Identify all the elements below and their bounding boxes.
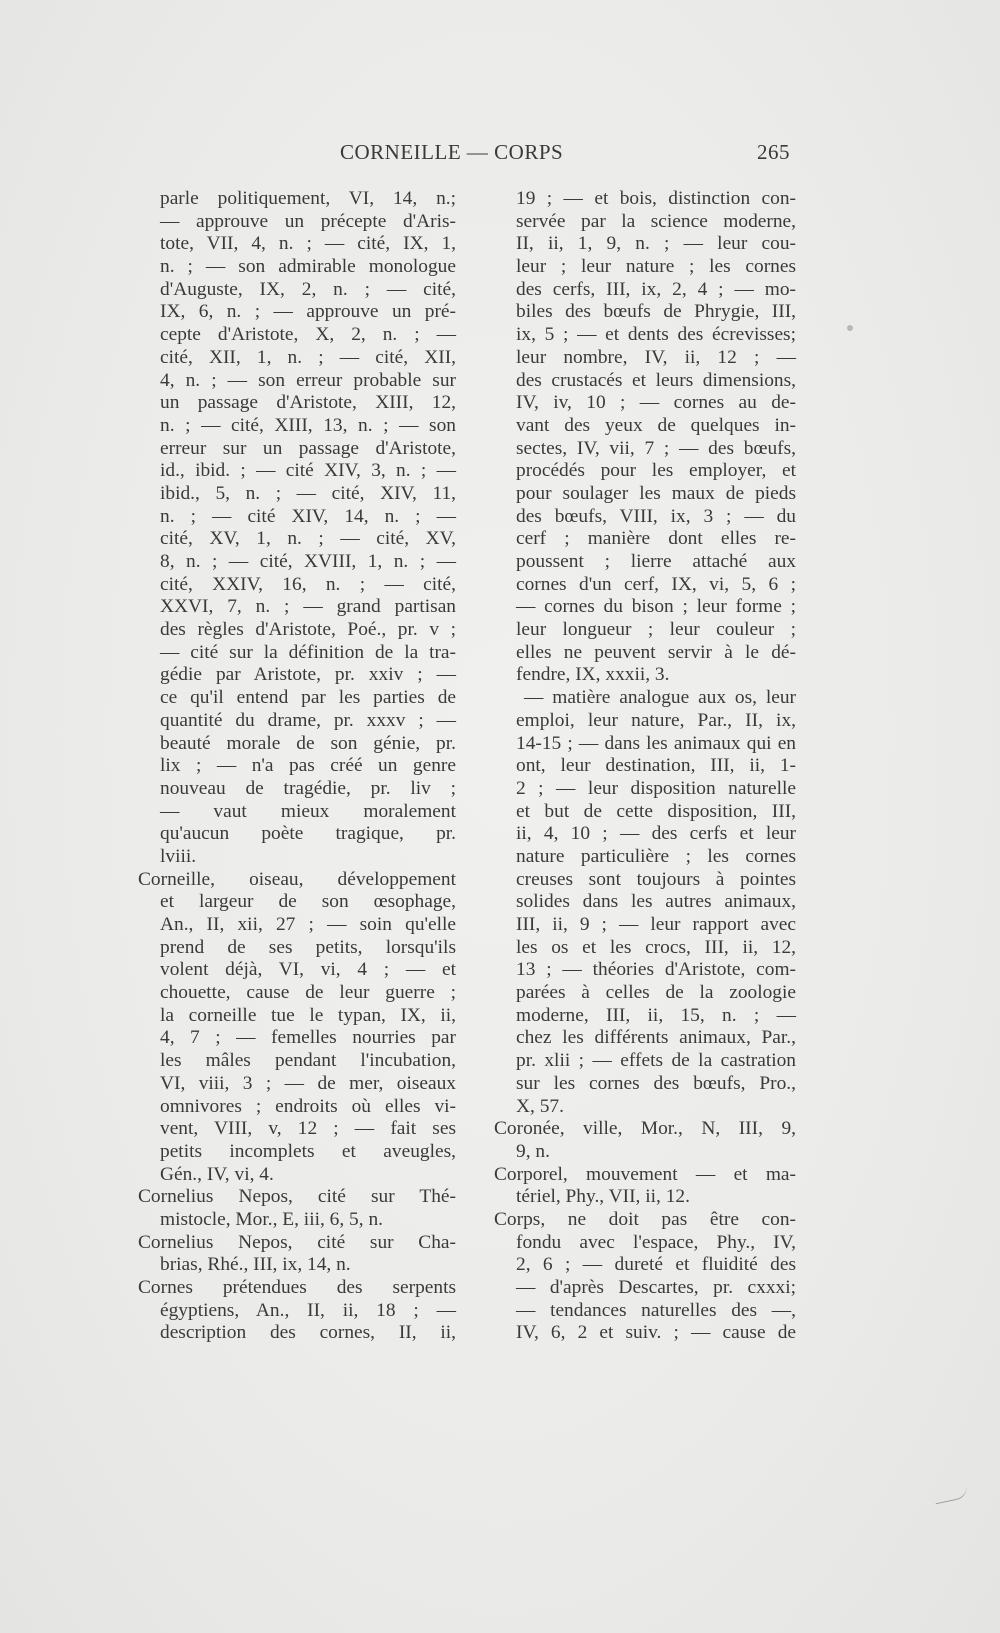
index-line: ii, 4, 10 ; — des cerfs et leur	[516, 823, 796, 845]
index-line: IV, 6, 2 et suiv. ; — cause de	[516, 1322, 796, 1344]
index-line: elles ne peuvent servir à le dé-	[516, 641, 796, 663]
index-line: tote, VII, 4, n. ; — cité, IX, 1,	[160, 233, 456, 255]
index-line: des bœufs, VIII, ix, 3 ; — du	[516, 505, 796, 527]
index-line: 2 ; — leur disposition naturelle	[516, 777, 796, 799]
index-line: sectes, IV, vii, 7 ; — des bœufs,	[516, 437, 796, 459]
index-line: un passage d'Aristote, XIII, 12,	[160, 392, 456, 414]
index-line: Gén., IV, vi, 4.	[160, 1163, 274, 1185]
index-line: la corneille tue le typan, IX, ii,	[160, 1004, 456, 1026]
index-line: servée par la science moderne,	[516, 210, 796, 232]
index-line: IX, 6, n. ; — approuve un pré-	[160, 301, 456, 323]
index-line: et but de cette disposition, III,	[516, 800, 796, 822]
index-line: leur ; leur nature ; les cornes	[516, 256, 796, 278]
index-line: leur nombre, IV, ii, 12 ; —	[516, 346, 796, 368]
index-line: et largeur de son œsophage,	[160, 891, 456, 913]
index-line: vant des yeux de quelques in-	[516, 414, 796, 436]
index-line: tériel, Phy., VII, ii, 12.	[516, 1186, 690, 1208]
index-line: — d'après Descartes, pr. cxxxi;	[516, 1277, 796, 1298]
index-line: cité, XII, 1, n. ; — cité, XII,	[160, 346, 456, 368]
index-line: les mâles pendant l'incubation,	[160, 1050, 456, 1072]
index-line: 14-15 ; — dans les animaux qui en	[516, 732, 796, 754]
index-line: beauté morale de son génie, pr.	[160, 732, 456, 754]
index-line: Cornes prétendues des serpents	[138, 1277, 456, 1298]
index-line: vent, VIII, v, 12 ; — fait ses	[160, 1118, 456, 1140]
index-line: ix, 5 ; — et dents des écrevisses;	[516, 324, 796, 346]
index-line: n. ; — cité XIV, 14, n. ; —	[160, 505, 456, 527]
index-line: volent déjà, VI, vi, 4 ; — et	[160, 959, 456, 981]
index-line: pr. xlii ; — effets de la castration	[516, 1050, 796, 1072]
index-line: 13 ; — théories d'Aristote, com-	[516, 959, 796, 981]
index-line: ce qu'il entend par les parties de	[160, 687, 456, 709]
index-line: — approuve un précepte d'Aris-	[160, 210, 456, 232]
index-line: 4, 7 ; — femelles nourries par	[160, 1027, 456, 1049]
index-line: 8, n. ; — cité, XVIII, 1, n. ; —	[160, 551, 456, 572]
index-line: moderne, III, ii, 15, n. ; —	[516, 1004, 796, 1026]
index-line: nature particulière ; les cornes	[516, 845, 796, 867]
index-line: Corneille, oiseau, développement	[138, 868, 456, 890]
index-line: petits incomplets et aveugles,	[160, 1140, 456, 1162]
index-line: erreur sur un passage d'Aristote,	[160, 437, 456, 459]
index-line: quantité du drame, pr. xxxv ; —	[160, 709, 456, 731]
page-number: 265	[757, 140, 790, 164]
index-line: description des cornes, II, ii,	[160, 1322, 456, 1344]
index-line: III, ii, 9 ; — leur rapport avec	[516, 914, 796, 935]
index-line: X, 57.	[516, 1095, 564, 1117]
index-line: lix ; — n'a pas créé un genre	[160, 755, 456, 777]
index-line: des cerfs, III, ix, 2, 4 ; — mo-	[516, 278, 796, 300]
index-line: fondu avec l'espace, Phy., IV,	[516, 1231, 796, 1253]
index-line: Corps, ne doit pas être con-	[494, 1208, 796, 1230]
index-line: Cornelius Nepos, cité sur Thé-	[138, 1186, 456, 1208]
index-line: II, ii, 1, 9, n. ; — leur cou-	[516, 233, 796, 255]
index-line: — vaut mieux moralement	[160, 800, 456, 822]
index-line: 4, n. ; — son erreur probable sur	[160, 369, 456, 391]
index-line: creuses sont toujours à pointes	[516, 868, 796, 890]
index-line: n. ; — cité, XIII, 13, n. ; — son	[160, 414, 456, 436]
index-line: égyptiens, An., II, ii, 18 ; —	[160, 1299, 456, 1321]
index-line: VI, viii, 3 ; — de mer, oiseaux	[160, 1072, 456, 1094]
index-column-right	[494, 188, 796, 1345]
index-line: Cornelius Nepos, cité sur Cha-	[138, 1231, 456, 1253]
index-line: qu'aucun poète tragique, pr.	[160, 823, 456, 845]
index-line: chez les différents animaux, Par.,	[516, 1027, 796, 1049]
paper-scratch	[933, 1485, 969, 1505]
index-line: sur les cornes des bœufs, Pro.,	[516, 1072, 796, 1094]
index-line: — tendances naturelles des —,	[516, 1299, 796, 1321]
index-line: — matière analogue aux os, leur	[524, 687, 796, 709]
index-line: pour soulager les maux de pieds	[516, 482, 796, 504]
running-title: CORNEILLE — CORPS	[340, 140, 564, 164]
index-line: prend de ses petits, lorsqu'ils	[160, 936, 456, 958]
index-line: brias, Rhé., III, ix, 14, n.	[160, 1254, 351, 1276]
index-line: leur longueur ; leur couleur ;	[516, 619, 796, 641]
index-line: des crustacés et leurs dimensions,	[516, 369, 796, 391]
index-line: parées à celles de la zoologie	[516, 982, 796, 1004]
index-line: Coronée, ville, Mor., N, III, 9,	[494, 1118, 796, 1140]
index-line: ibid., 5, n. ; — cité, XIV, 11,	[160, 482, 456, 504]
index-line: 9, n.	[516, 1140, 550, 1162]
index-line: gédie par Aristote, pr. xxiv ; —	[160, 664, 456, 686]
index-line: IV, iv, 10 ; — cornes au de-	[516, 392, 796, 414]
index-line: 2, 6 ; — dureté et fluidité des	[516, 1254, 796, 1276]
index-line: nouveau de tragédie, pr. liv ;	[160, 777, 456, 799]
index-column-left	[138, 188, 456, 1345]
index-line: parle politiquement, VI, 14, n.;	[160, 188, 456, 209]
index-line: Corporel, mouvement — et ma-	[494, 1163, 796, 1185]
index-line: id., ibid. ; — cité XIV, 3, n. ; —	[160, 460, 456, 482]
index-line: An., II, xii, 27 ; — soin qu'elle	[160, 914, 456, 935]
index-line: cité, XXIV, 16, n. ; — cité,	[160, 573, 456, 595]
index-line: mistocle, Mor., E, iii, 6, 5, n.	[160, 1208, 383, 1230]
index-line: cerf ; manière dont elles re-	[516, 528, 796, 550]
index-line: cepte d'Aristote, X, 2, n. ; —	[160, 324, 456, 346]
index-line: n. ; — son admirable monologue	[160, 256, 456, 278]
index-line: lviii.	[160, 845, 197, 867]
index-line: omnivores ; endroits où elles vi-	[160, 1095, 456, 1117]
index-line: cité, XV, 1, n. ; — cité, XV,	[160, 528, 456, 550]
index-line: des règles d'Aristote, Poé., pr. v ;	[160, 619, 456, 641]
paper-speck	[847, 325, 853, 331]
index-line: — cité sur la définition de la tra-	[160, 641, 456, 663]
index-line: solides dans les autres animaux,	[516, 891, 796, 913]
index-line: d'Auguste, IX, 2, n. ; — cité,	[160, 278, 456, 300]
running-head	[150, 140, 790, 174]
index-line: procédés pour les employer, et	[516, 460, 796, 482]
index-line: ont, leur destination, III, ii, 1-	[516, 755, 796, 777]
index-line: cornes d'un cerf, IX, vi, 5, 6 ;	[516, 573, 796, 595]
index-line: 19 ; — et bois, distinction con-	[516, 188, 796, 209]
index-line: emploi, leur nature, Par., II, ix,	[516, 709, 796, 731]
index-line: les os et les crocs, III, ii, 12,	[516, 936, 796, 958]
index-line: fendre, IX, xxxii, 3.	[516, 664, 670, 686]
index-line: XXVI, 7, n. ; — grand partisan	[160, 596, 456, 618]
index-line: poussent ; lierre attaché aux	[516, 551, 796, 572]
index-line: biles des bœufs de Phrygie, III,	[516, 301, 796, 323]
index-line: — cornes du bison ; leur forme ;	[516, 596, 796, 618]
index-line: chouette, cause de leur guerre ;	[160, 982, 456, 1004]
